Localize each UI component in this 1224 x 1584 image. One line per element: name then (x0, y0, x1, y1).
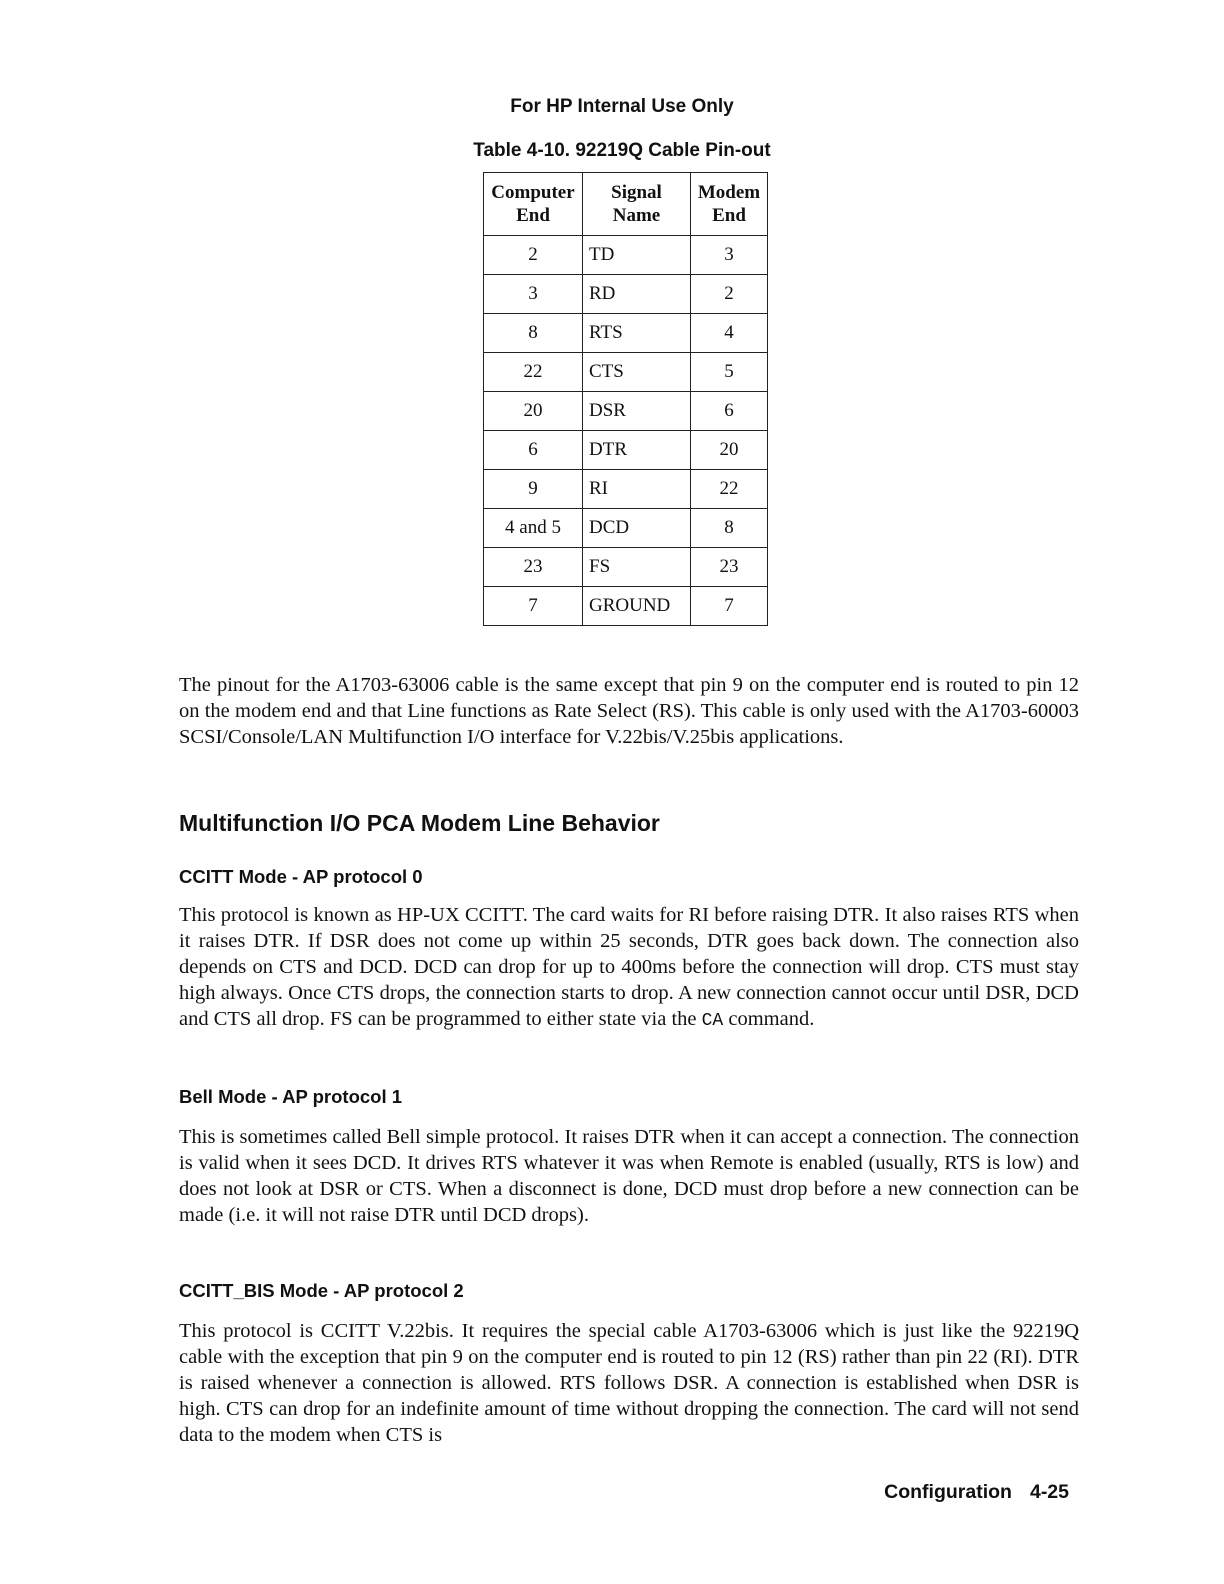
ccitt-mode-description (179, 902, 1079, 1034)
table-row (484, 470, 768, 509)
ccitt-text-end: command. (728, 1008, 815, 1030)
table-row (484, 275, 768, 314)
cell-computer-end: 8 (484, 314, 583, 353)
cell-modem-end: 20 (691, 431, 768, 470)
cell-signal-name: RTS (583, 314, 691, 353)
ca-command-code: CA (701, 1011, 724, 1031)
table-row (484, 314, 768, 353)
table-row (484, 431, 768, 470)
cell-signal-name: DTR (583, 431, 691, 470)
a1703-cable-note: The pinout for the A1703-63006 cable is the same except that pin 9 on the computer end is routed to pin 12 on the modem end and that Line functions as Rate Select (RS). This cable is only used with the A1703-60003 SCSI/Console/LAN Multifunction I/O interface for V.22bis/V.25bis applications. (179, 674, 1079, 748)
section-title: Multifunction I/O PCA Modem Line Behavior (179, 810, 660, 836)
confidential-notice: For HP Internal Use Only (510, 96, 734, 117)
cell-modem-end: 22 (691, 470, 768, 509)
cell-modem-end: 6 (691, 392, 768, 431)
ccitt-bis-mode-heading: CCITT_BIS Mode - AP protocol 2 (179, 1280, 464, 1301)
cell-modem-end: 5 (691, 353, 768, 392)
table-row (484, 548, 768, 587)
pinout-table (483, 172, 768, 626)
bell-mode-heading: Bell Mode - AP protocol 1 (179, 1086, 403, 1107)
cell-computer-end: 22 (484, 353, 583, 392)
cell-modem-end: 23 (691, 548, 768, 587)
table-row (484, 353, 768, 392)
ccitt-text: This protocol is known as HP-UX CCITT. The card waits for RI before raising DTR. It also raises RTS when it raises DTR. If DSR does not come up within 25 seconds, DTR goes back down. The connection also depends on CTS and DCD. DCD can drop for up to 400ms before the connection will drop. CTS must stay high always. Once CTS drops, the connection starts to drop. A new connection cannot occur until DSR, DCD and CTS all drop. FS can be programmed to either state via the (179, 904, 1079, 1030)
cell-computer-end: 7 (484, 587, 583, 626)
cell-signal-name: CTS (583, 353, 691, 392)
cell-computer-end: 6 (484, 431, 583, 470)
cell-signal-name: RD (583, 275, 691, 314)
cell-modem-end: 8 (691, 509, 768, 548)
cell-modem-end: 2 (691, 275, 768, 314)
column-header-modem-end: Modem End (691, 173, 768, 236)
cell-signal-name: RI (583, 470, 691, 509)
column-header-signal-name: Signal Name (583, 173, 691, 236)
footer-chapter: Configuration (884, 1481, 1012, 1503)
page-footer (884, 1481, 1069, 1504)
cell-computer-end: 4 and 5 (484, 509, 583, 548)
table-row (484, 509, 768, 548)
cell-signal-name: GROUND (583, 587, 691, 626)
cell-computer-end: 3 (484, 275, 583, 314)
cell-computer-end: 23 (484, 548, 583, 587)
page-number: 4-25 (1029, 1481, 1069, 1503)
table-row (484, 392, 768, 431)
ccitt-mode-heading: CCITT Mode - AP protocol 0 (179, 866, 423, 887)
column-header-computer-end: Computer End (484, 173, 583, 236)
cell-modem-end: 7 (691, 587, 768, 626)
cell-signal-name: DSR (583, 392, 691, 431)
cell-computer-end: 2 (484, 236, 583, 275)
cell-modem-end: 4 (691, 314, 768, 353)
table-row (484, 587, 768, 626)
cell-modem-end: 3 (691, 236, 768, 275)
table-caption: Table 4-10. 92219Q Cable Pin-out (473, 140, 771, 161)
cell-computer-end: 20 (484, 392, 583, 431)
table-row (484, 236, 768, 275)
ccitt-bis-mode-description: This protocol is CCITT V.22bis. It requires the special cable A1703-63006 which is just like the 92219Q cable with the exception that pin 9 on the computer end is routed to pin 12 (RS) rather than pin 22 (RI). DTR is raised whenever a connection is allowed. RTS follows DSR. A connection is established when DSR is high. CTS can drop for an indefinite amount of time without dropping the connection. The card will not send data to the modem when CTS is (179, 1320, 1079, 1446)
cell-computer-end: 9 (484, 470, 583, 509)
bell-mode-description: This is sometimes called Bell simple protocol. It raises DTR when it can accept a connection. The connection is valid when it sees DCD. It drives RTS whatever it was when Remote is enabled (usually, RTS is low) and does not look at DSR or CTS. When a disconnect is done, DCD must drop before a new connection can be made (i.e. it will not raise DTR until DCD drops). (179, 1126, 1079, 1226)
cell-signal-name: FS (583, 548, 691, 587)
cell-signal-name: TD (583, 236, 691, 275)
table-header-row (484, 173, 768, 236)
cell-signal-name: DCD (583, 509, 691, 548)
